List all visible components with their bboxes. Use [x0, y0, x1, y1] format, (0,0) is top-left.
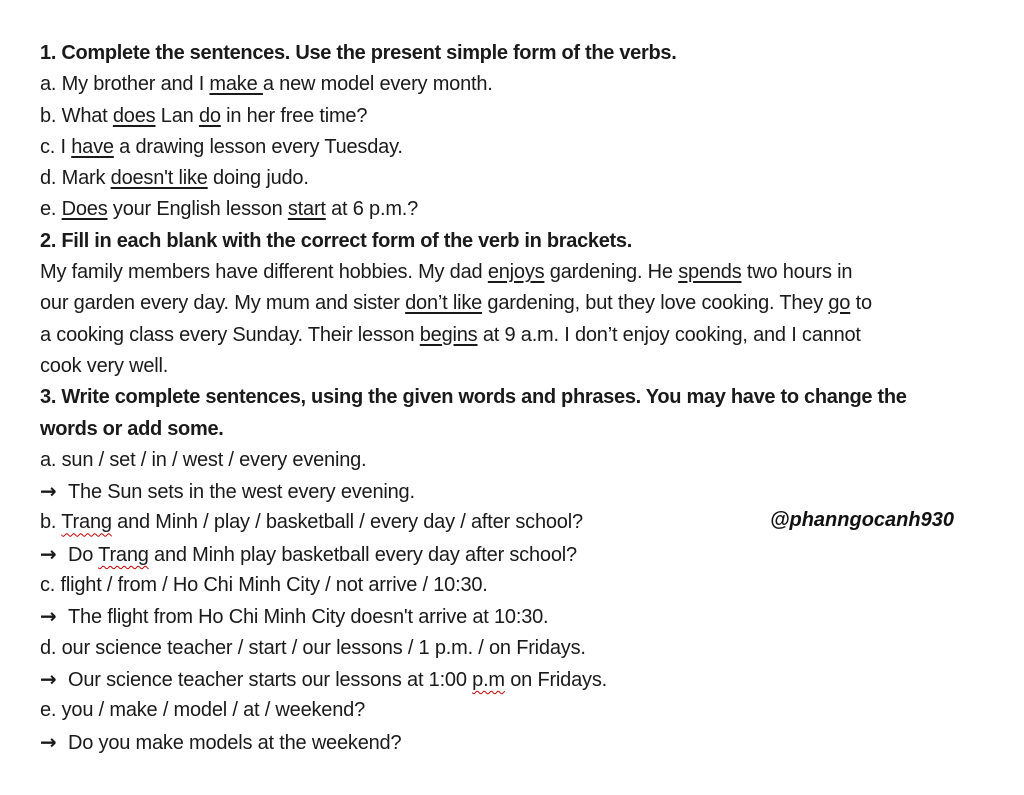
s3-a-answer: → The Sun sets in the west every evening.: [40, 476, 980, 507]
spell-flag: Trang: [61, 511, 112, 534]
arrow-icon: →: [40, 666, 57, 691]
arrow-icon: →: [40, 541, 57, 566]
s3-e-answer: → Do you make models at the weekend?: [40, 727, 980, 758]
answer: enjoys: [487, 261, 545, 284]
answer: don’t like: [405, 292, 483, 315]
answer: go: [828, 292, 851, 315]
arrow-icon: →: [40, 729, 57, 754]
s2-line-3: a cooking class every Sunday. Their lesson begins at 9 a.m. I don’t enjoy cooking, and I cannot: [40, 323, 861, 346]
arrow-icon: →: [40, 604, 57, 629]
s3-b-answer: → Do Trang and Minh play basketball every day after school?: [40, 539, 980, 570]
s2-line-1: My family members have different hobbies. My dad enjoys gardening. He spends two hours in: [40, 261, 853, 284]
answer: have: [71, 135, 114, 158]
answer: spends: [678, 261, 742, 284]
s2-line-2: our garden every day. My mum and sister don’t like gardening, but they love cooking. They go to: [40, 292, 872, 315]
spell-flag: p.m: [472, 668, 505, 691]
s3-d-answer: → Our science teacher starts our lessons at 1:00 p.m on Fridays.: [40, 664, 980, 695]
s3-d-question: d. our science teacher / start / our lessons / 1 p.m. / on Fridays.: [40, 636, 586, 659]
answer: make: [209, 73, 263, 96]
spell-flag: Trang: [98, 543, 149, 566]
section-3-heading-cont: words or add some.: [40, 417, 224, 440]
s3-c-question: c. flight / from / Ho Chi Minh City / not arrive / 10:30.: [40, 574, 488, 597]
s1-item-d: d. Mark doesn't like doing judo.: [40, 167, 309, 190]
s3-b-question: b. Trang and Minh / play / basketball / every day / after school?: [40, 511, 583, 534]
section-1-heading: 1. Complete the sentences. Use the present simple form of the verbs.: [40, 42, 677, 64]
section-2-heading: 2. Fill in each blank with the correct form of the verb in brackets.: [40, 229, 632, 252]
answer: begins: [419, 323, 478, 346]
s1-item-c: c. I have a drawing lesson every Tuesday.: [40, 135, 403, 158]
s3-a-question: a. sun / set / in / west / every evening.: [40, 448, 367, 471]
s1-item-b: b. What does Lan do in her free time?: [40, 104, 368, 127]
answer: does: [112, 104, 156, 127]
watermark-handle: @phanngocanh930: [770, 509, 954, 531]
s3-c-answer: → The flight from Ho Chi Minh City doesn't arrive at 10:30.: [40, 601, 980, 632]
s2-line-4: cook very well.: [40, 354, 169, 377]
answer: doesn't like: [110, 167, 208, 190]
answer: start: [287, 198, 326, 221]
arrow-icon: →: [40, 479, 57, 504]
s1-item-a: a. My brother and I make a new model every month.: [40, 73, 493, 96]
s3-e-question: e. you / make / model / at / weekend?: [40, 699, 366, 722]
answer: Does: [61, 198, 108, 221]
exercise-text: [40, 38, 980, 758]
answer: do: [198, 104, 221, 127]
section-3-heading: 3. Write complete sentences, using the given words and phrases. You may have to change the: [40, 386, 907, 409]
s1-item-e: e. Does your English lesson start at 6 p.m.?: [40, 198, 419, 221]
